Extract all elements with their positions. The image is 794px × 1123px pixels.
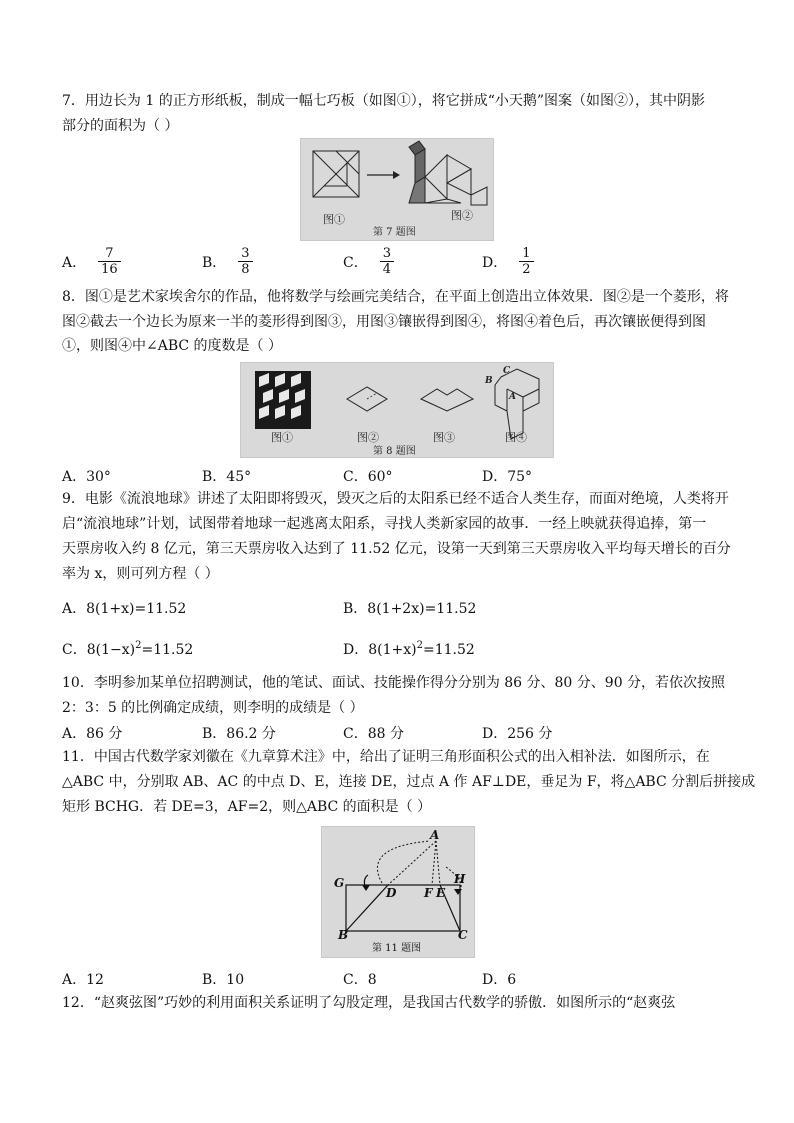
q9-option-d-letter: D． bbox=[343, 642, 369, 658]
q8-option-a[interactable]: A．30° bbox=[62, 469, 111, 485]
q8-fig-label-1: 图① bbox=[271, 431, 293, 444]
q9-option-a[interactable] bbox=[62, 598, 186, 618]
q8-fig-caption: 第 8 题图 bbox=[373, 446, 416, 457]
q11-option-d[interactable]: D．6 bbox=[482, 972, 517, 988]
q10-option-c[interactable]: C．88 分 bbox=[343, 726, 404, 742]
q9-option-c-tail: =11.52 bbox=[141, 642, 194, 658]
q8-fig-point-a: A bbox=[509, 392, 516, 402]
q9-text-line-1: 9．电影《流浪地球》讲述了太阳即将毁灭，毁灭之后的太阳系已经不适合人类生存，而面对绝境，人类将开 bbox=[62, 491, 729, 507]
q9-option-a-letter: A． bbox=[62, 601, 87, 617]
q8-option-b[interactable]: B．45° bbox=[202, 469, 252, 485]
q11-fig-point-h: H bbox=[454, 872, 466, 886]
q9-option-c-exponent: 2 bbox=[135, 640, 142, 651]
q7-option-a[interactable] bbox=[62, 246, 121, 277]
q11-text-line-1: 11．中国古代数学家刘徽在《九章算术注》中，给出了证明三角形面积公式的出入相补法．如图所示，在 bbox=[62, 749, 710, 765]
q9-text-line-4: 率为 x，则可列方程（ ） bbox=[62, 566, 219, 582]
q7-text-line-2: 部分的面积为（ ） bbox=[62, 118, 179, 134]
q12-text-line-1: 12．“赵爽弦图”巧妙的利用面积关系证明了勾股定理，是我国古代数学的骄傲．如图所示的“赵爽弦 bbox=[62, 995, 676, 1011]
q9-option-d[interactable] bbox=[343, 639, 475, 659]
q7-figure bbox=[300, 138, 494, 241]
q7-fig-caption: 第 7 题图 bbox=[373, 227, 416, 238]
q7-option-c-letter: C． bbox=[343, 254, 368, 271]
q7-option-a-letter: A． bbox=[62, 254, 87, 271]
q7-option-d-num: 1 bbox=[522, 246, 531, 261]
q8-fig-point-b: B bbox=[485, 376, 493, 386]
q11-option-b[interactable]: B．10 bbox=[202, 972, 245, 988]
q9-option-b-expr: 8(1+2x)=11.52 bbox=[367, 601, 477, 617]
q11-text-line-3: 矩形 BCHG．若 DE=3，AF=2，则△ABC 的面积是（ ） bbox=[62, 799, 432, 815]
q7-option-a-num: 7 bbox=[105, 246, 114, 261]
q11-fig-point-a: A bbox=[430, 828, 440, 842]
q9-option-a-expr: 8(1+x)=11.52 bbox=[86, 601, 187, 617]
q7-option-c[interactable] bbox=[343, 246, 394, 277]
q10-text-line-1: 10．李明参加某单位招聘测试，他的笔试、面试、技能操作得分分别为 86 分、80 分、90 分，若依次按照 bbox=[62, 675, 726, 691]
q9-options-row-1 bbox=[62, 598, 742, 618]
q10-text-line-2: 2：3：5 的比例确定成绩，则李明的成绩是（ ） bbox=[62, 700, 364, 716]
q9-option-b-letter: B． bbox=[343, 601, 368, 617]
q11-options bbox=[62, 969, 742, 989]
q10-option-b[interactable]: B．86.2 分 bbox=[202, 726, 276, 742]
q10-option-d[interactable]: D．256 分 bbox=[482, 726, 553, 742]
q7-option-b-den: 8 bbox=[238, 261, 252, 277]
q7-option-d-den: 2 bbox=[519, 261, 533, 277]
q7-fig-label-2: 图② bbox=[451, 209, 473, 222]
q8-text-line-2: 图②截去一个边长为原来一半的菱形得到图③，用图③镶嵌得到图④，将图④着色后，再次镶嵌便得到图 bbox=[62, 314, 706, 330]
q8-options bbox=[62, 466, 742, 486]
q9-option-c-expr: 8(1−x) bbox=[86, 642, 136, 658]
q11-option-c[interactable]: C．8 bbox=[343, 972, 377, 988]
q11-fig-point-d: D bbox=[386, 886, 397, 900]
q9-option-b[interactable] bbox=[343, 598, 476, 618]
q8-figure-drawing bbox=[241, 363, 553, 457]
q9-option-c-letter: C． bbox=[62, 642, 87, 658]
q7-option-b-letter: B． bbox=[202, 254, 227, 271]
q9-option-c[interactable] bbox=[62, 639, 193, 659]
q7-text-line-1: 7．用边长为 1 的正方形纸板，制成一幅七巧板（如图①），将它拼成“小天鹅”图案（如图②），其中阴影 bbox=[62, 93, 706, 109]
q11-fig-point-g: G bbox=[334, 876, 345, 890]
q10-option-a[interactable]: A．86 分 bbox=[62, 726, 123, 742]
q7-option-d-letter: D． bbox=[482, 254, 508, 271]
q8-option-d[interactable]: D．75° bbox=[482, 469, 533, 485]
q8-fig-point-c: C bbox=[503, 366, 511, 376]
q8-fig-label-3: 图③ bbox=[433, 431, 455, 444]
q7-option-b[interactable] bbox=[202, 246, 253, 277]
q8-option-c[interactable]: C．60° bbox=[343, 469, 393, 485]
q9-options-row-2 bbox=[62, 639, 742, 659]
q7-option-c-num: 3 bbox=[382, 246, 391, 261]
q8-text-line-1: 8．图①是艺术家埃舍尔的作品，他将数学与绘画完美结合，在平面上创造出立体效果．图②是一个菱形，将 bbox=[62, 289, 729, 305]
q7-option-a-den: 16 bbox=[98, 261, 121, 277]
q7-option-c-den: 4 bbox=[380, 261, 394, 277]
q11-option-a[interactable]: A．12 bbox=[62, 972, 104, 988]
q11-fig-point-c: C bbox=[458, 928, 468, 942]
q9-option-d-expr: 8(1+x) bbox=[368, 642, 417, 658]
q7-option-d[interactable] bbox=[482, 246, 534, 277]
q9-option-d-tail: =11.52 bbox=[422, 642, 475, 658]
q7-fig-label-1: 图① bbox=[323, 213, 345, 226]
q9-option-d-exponent: 2 bbox=[416, 640, 423, 651]
q8-fig-label-2: 图② bbox=[357, 431, 379, 444]
q11-figure bbox=[321, 826, 475, 958]
q11-fig-point-e: E bbox=[436, 886, 446, 900]
q9-text-line-2: 启“流浪地球”计划，试图带着地球一起逃离太阳系，寻找人类新家园的故事．一经上映就获得追捧，第一 bbox=[62, 516, 707, 532]
q8-figure bbox=[240, 362, 554, 458]
q8-fig-label-4: 图④ bbox=[505, 431, 527, 444]
q11-text-line-2: △ABC 中，分别取 AB、AC 的中点 D、E，连接 DE，过点 A 作 AF⊥DE，垂足为 F，将△ABC 分割后拼接成 bbox=[62, 774, 756, 790]
q11-figure-drawing bbox=[322, 827, 474, 957]
q7-options bbox=[62, 246, 742, 282]
q11-fig-point-b: B bbox=[338, 928, 349, 942]
q7-option-b-num: 3 bbox=[241, 246, 250, 261]
q7-figure-drawing bbox=[301, 139, 493, 240]
q11-fig-point-f: F bbox=[424, 886, 433, 900]
q11-fig-caption: 第 11 题图 bbox=[372, 943, 422, 954]
q8-text-line-3: ①，则图④中∠ABC 的度数是（ ） bbox=[62, 338, 283, 354]
q9-text-line-3: 天票房收入约 8 亿元，第三天票房收入达到了 11.52 亿元，设第一天到第三天票房收入平均每天增长的百分 bbox=[62, 541, 731, 557]
q10-options bbox=[62, 723, 742, 743]
